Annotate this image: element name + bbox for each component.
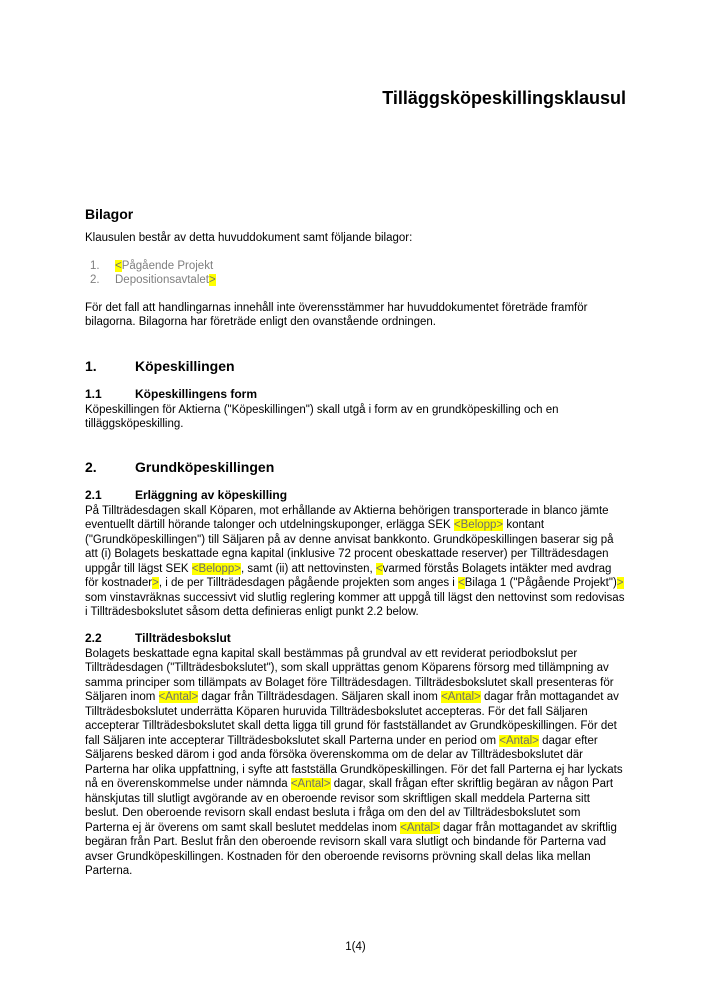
text-run: Köpeskillingen för Aktierna ("Köpeskillingen") skall utgå i form av en grundköpeskilling och en tilläggsköpeskilling. <box>85 403 559 430</box>
attachment-list <box>85 259 626 288</box>
text-run: dagar från Tillträdesdagen. Säljaren skall inom <box>198 691 442 703</box>
clause-2-2-body <box>85 647 626 879</box>
section-number: 1. <box>85 357 97 374</box>
subsection-1-1-heading <box>85 387 626 402</box>
subsection-number: 2.2 <box>85 630 102 645</box>
precedence-paragraph: För det fall att handlingarnas innehåll inte överensstämmer har huvuddokumentet företräde framför bilagorna. Bilagorna har företräde enligt den ovanstående ordningen. <box>85 301 588 328</box>
highlighted-placeholder: < <box>115 259 122 272</box>
section-1-heading <box>85 358 626 375</box>
section-2-heading <box>85 459 626 476</box>
text-run: dagar efter Säljarens besked därom i god anda försöka överenskomma om de delar av Tillträdesbokslutet där Parterna har olika uppfattning, i syfte att fastställa Grundköpeskillingen. För det fall Parterna ej har lyckats nå en överenskommelse under nämnda <box>85 734 623 790</box>
highlighted-placeholder: > <box>208 274 216 286</box>
highlighted-placeholder: <Antal> <box>400 821 440 834</box>
highlighted-placeholder: > <box>616 577 624 589</box>
text-run: Pågående Projekt <box>121 259 214 272</box>
text-run: Depositionsavtalet <box>115 274 209 286</box>
highlighted-placeholder: <Antal> <box>158 691 199 703</box>
bilagor-heading: Bilagor <box>85 206 134 222</box>
highlighted-placeholder: <Antal> <box>441 691 481 703</box>
attachment-label <box>115 273 216 288</box>
attachment-item-1 <box>85 259 626 274</box>
text-run: varmed förstås Bolagets intäkter med avdrag för kostnader <box>85 562 612 589</box>
subsection-number: 1.1 <box>85 386 102 401</box>
highlighted-placeholder: < <box>375 562 383 575</box>
bilagor-intro: Klausulen består av detta huvuddokument samt följande bilagor: <box>85 232 413 244</box>
section-number: 2. <box>85 458 97 475</box>
highlighted-placeholder: <Antal> <box>290 778 331 790</box>
document-title: Tilläggsköpeskillingsklausul <box>382 88 626 108</box>
subsection-title: Tillträdesbokslut <box>135 630 231 645</box>
subsection-2-1-heading <box>85 488 626 503</box>
subsection-2-2-heading <box>85 631 626 646</box>
highlighted-placeholder: < <box>458 577 465 589</box>
clause-1-1-body <box>85 403 626 432</box>
document-content <box>85 0 626 879</box>
text-run: På Tillträdesdagen skall Köparen, mot erhållande av Aktierna behörigen transporterade in blanco jämte eventuellt därtill hörande talonger och utdelningskuponger, erlägga SEK <box>85 504 609 531</box>
section-title: Köpeskillingen <box>135 357 235 374</box>
highlighted-placeholder: <Antal> <box>499 734 539 747</box>
subsection-title: Köpeskillingens form <box>135 386 258 401</box>
text-run: , i de per Tillträdesdagen pågående projekten som anges i <box>158 577 459 589</box>
attachment-number: 1. <box>90 259 100 272</box>
subsection-title: Erläggning av köpeskilling <box>135 487 288 502</box>
attachment-number: 2. <box>90 274 100 286</box>
text-run: Bolagets beskattade egna kapital skall bestämmas på grundval av ett reviderat periodbokslut per Tillträdesdagen ("Tillträdesbokslutet"), som skall upprättas genom Köparens försorg med tillämpning av samma principer som tillämpats av Bolaget före Tillträdesdagen. Tillträdesbokslutet skall presenteras för Säljaren inom <box>85 647 614 703</box>
highlighted-placeholder: > <box>152 577 159 589</box>
text-run: dagar från mottagandet av skriftlig begäran från Part. Beslut från den oberoende revisorn skall vara slutligt och bindande för Parterna vad avser Grundköpeskillingen. Kostnaden för den oberoende revisorns prövning skall delas lika mellan Parterna. <box>85 821 617 877</box>
clause-2-1-body <box>85 504 626 620</box>
page-number: 1(4) <box>345 941 366 953</box>
highlighted-placeholder: <Belopp> <box>453 519 504 531</box>
attachment-label <box>115 259 213 274</box>
highlighted-placeholder: <Belopp> <box>191 562 242 575</box>
subsection-number: 2.1 <box>85 487 102 502</box>
text-run: dagar från mottagandet av Tillträdesbokslutet underrätta Köparen huruvida Tillträdesbokslutet accepteras. För det fall Säljaren accepterar Tillträdesbokslutet skall detta ligga till grund för fastställandet av Grundköpeskillingen. För det fall Säljaren inte accepterar Tillträdesbokslutet skall Parterna under en period om <box>85 691 619 747</box>
text-run: som vinstavräknas successivt vid slutlig reglering kommer att uppgå till lägst den nettovinst som redovisas i Tillträdesbokslutet såsom detta definieras enligt punkt 2.2 below. <box>85 591 625 618</box>
text-run: Bilaga 1 ("Pågående Projekt") <box>464 577 617 589</box>
text-run: , samt (ii) att nettovinsten, <box>241 562 376 575</box>
text-run: kontant ("Grundköpeskillingen") till Säljaren på av denne anvisat bankkonto. Grundköpeskillingen baserar sig på att (i) Bolagets beskattade egna kapital (inklusive 72 procent obeskattade reserver) per Tillträdesdagen uppgår till lägst SEK <box>85 519 614 575</box>
attachment-item-2 <box>85 273 626 288</box>
section-title: Grundköpeskillingen <box>135 458 275 475</box>
text-run: dagar, skall frågan efter skriftlig begäran av någon Part hänskjutas till slutligt avgörande av en oberoende revisor som skriftligen skall meddela Parterna sitt beslut. Den oberoende revisorn skall endast besluta i fråga om den del av Tillträdesbokslutet som Parterna ej är överens om samt skall beslutet meddelas inom <box>85 778 614 834</box>
